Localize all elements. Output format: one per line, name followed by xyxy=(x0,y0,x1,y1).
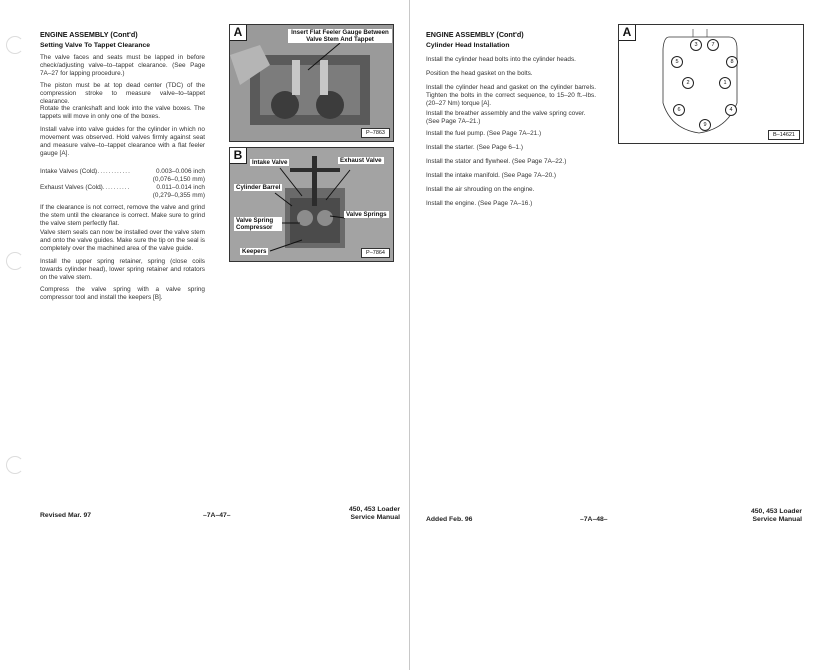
figure-code: P–7863 xyxy=(361,128,390,138)
figure-letter: A xyxy=(619,25,636,41)
footer-page-number: –7A–48– xyxy=(580,516,608,523)
spec-metric: (0,279–0,355 mm) xyxy=(152,192,205,199)
footer-revised: Revised Mar. 97 xyxy=(40,512,92,519)
figure-a-bolt-diagram xyxy=(618,24,804,144)
step: Install the starter. (See Page 6–1.) xyxy=(426,144,523,151)
paragraph: Install the upper spring retainer, spring (close coils towards cylinder head), lower spring retainer and rotators on the valve stem. xyxy=(40,258,205,281)
paragraph: The valve faces and seats must be lapped in before check/adjusting valve–to–tappet clearance. (See Page 7A–27 for lapping procedure.) xyxy=(40,54,205,77)
step: Install the cylinder head and gasket on the cylinder barrels. Tighten the bolts in the correct sequence, to 15–20 ft.–lbs. (20–27 Nm) torque [A]. xyxy=(426,84,596,107)
subsection-title: Setting Valve To Tappet Clearance xyxy=(40,42,151,49)
figure-b-callout: Keepers xyxy=(242,248,267,255)
spec-row-intake xyxy=(40,168,240,184)
bolt-2: 2 xyxy=(682,77,694,89)
right-page xyxy=(410,0,817,670)
step: Install the air shrouding on the engine. xyxy=(426,186,535,193)
spec-value: 0.003–0.006 inch xyxy=(155,168,205,175)
spec-name: Exhaust Valves (Cold) xyxy=(40,184,103,191)
step: Install the breather assembly and the valve spring cover. (See Page 7A–21.) xyxy=(426,110,586,125)
bolt-1: 1 xyxy=(719,77,731,89)
figure-b-callout: Cylinder Barrel xyxy=(236,184,281,191)
bolt-7: 7 xyxy=(707,39,719,51)
footer-manual-title: 450, 453 Loader xyxy=(348,506,400,513)
figure-code: B–14621 xyxy=(768,130,800,140)
subsection-title: Cylinder Head Installation xyxy=(426,42,510,49)
figure-b-callout: Intake Valve xyxy=(252,159,288,166)
footer-manual-subtitle: Service Manual xyxy=(752,516,802,523)
binder-hole xyxy=(6,456,24,474)
figure-b-callout: Exhaust Valve xyxy=(340,157,382,164)
figure-a-callout: Insert Flat Feeler Gauge Between Valve Stem And Tappet xyxy=(288,29,392,43)
bolt-5: 5 xyxy=(671,56,683,68)
figure-a-photo xyxy=(229,24,394,142)
spec-value: 0.011–0.014 inch xyxy=(156,184,205,191)
bolt-8: 8 xyxy=(726,56,738,68)
figure-letter: A xyxy=(230,25,247,41)
step: Install the fuel pump. (See Page 7A–21.) xyxy=(426,130,542,137)
bolt-4: 4 xyxy=(725,104,737,116)
step: Position the head gasket on the bolts. xyxy=(426,70,533,77)
figure-letter: B xyxy=(230,148,247,164)
spec-dots: .............. xyxy=(92,168,131,175)
section-title: ENGINE ASSEMBLY (Cont'd) xyxy=(40,30,138,39)
paragraph: If the clearance is not correct, remove the valve and grind the stem until the clearance is correct. Make sure to grind the valve stem perfectly flat. xyxy=(40,204,205,227)
spec-metric: (0,076–0,150 mm) xyxy=(152,176,205,183)
binder-hole xyxy=(6,252,24,270)
spec-name: Intake Valves (Cold) xyxy=(40,168,98,175)
step: Install the intake manifold. (See Page 7A–20.) xyxy=(426,172,557,179)
section-title: ENGINE ASSEMBLY (Cont'd) xyxy=(426,30,524,39)
figure-code: P–7864 xyxy=(361,248,390,258)
paragraph: Valve stem seals can now be installed over the valve stem and onto the valve guides. Make sure the tip on the seal is completely over the machined area of the valve guide. xyxy=(40,229,205,252)
footer-added: Added Feb. 96 xyxy=(426,516,473,523)
figure-b-callout: Valve Spring Compressor xyxy=(234,217,282,231)
footer-manual-subtitle: Service Manual xyxy=(350,514,400,521)
step: Install the cylinder head bolts into the cylinder heads. xyxy=(426,56,576,63)
step: Install the engine. (See Page 7A–16.) xyxy=(426,200,533,207)
bolt-6: 6 xyxy=(673,104,685,116)
paragraph: Install valve into valve guides for the cylinder in which no movement was observed. Hold valves firmly against seat and measure valve–to–tappet clearance with a flat feeler gauge [A]. xyxy=(40,126,205,157)
figure-b-callout: Valve Springs xyxy=(346,211,387,218)
footer-manual-title: 450, 453 Loader xyxy=(750,508,802,515)
spec-row-exhaust xyxy=(40,184,240,200)
figure-b-photo xyxy=(229,147,394,262)
paragraph: The piston must be at top dead center (TDC) of the compression stroke to measure valve–to–tappet clearance. xyxy=(40,82,205,105)
spec-dots: ............ xyxy=(97,184,131,191)
bolt-9: 9 xyxy=(699,119,711,131)
step: Install the stator and flywheel. (See Page 7A–22.) xyxy=(426,158,567,165)
binder-hole xyxy=(6,36,24,54)
footer-page-number: –7A–47– xyxy=(203,512,231,519)
paragraph: Rotate the crankshaft and look into the valve boxes. The tappets will move in only one of the boxes. xyxy=(40,105,205,120)
paragraph: Compress the valve spring with a valve spring compressor tool and install the keepers [B]. xyxy=(40,286,205,301)
bolt-3: 3 xyxy=(690,39,702,51)
